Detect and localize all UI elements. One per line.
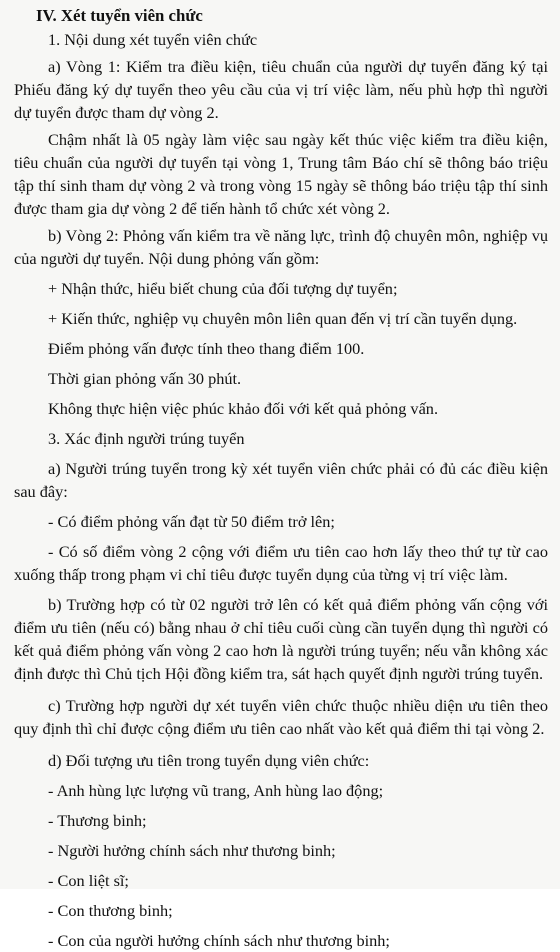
list-item-war-invalids: - Thương binh; (48, 811, 147, 830)
paragraph-no-review: Không thực hiện việc phúc khảo đối với kết quả phỏng vấn. (48, 399, 439, 418)
paragraph-conditions: a) Người trúng tuyển trong kỳ xét tuyển viên chức phải có đủ các điều kiện sau đây: (14, 459, 548, 501)
paragraph-score-scale: Điểm phỏng vấn được tính theo thang điểm 100. (48, 339, 365, 358)
paragraph-priority-groups: d) Đối tượng ưu tiên trong tuyển dụng viên chức: (48, 751, 370, 770)
list-item-min-score: - Có điểm phỏng vấn đạt từ 50 điểm trở lên; (48, 512, 335, 531)
paragraph-deadline: Chậm nhất là 05 ngày làm việc sau ngày kết thúc việc kiểm tra điều kiện, tiêu chuẩn của người dự tuyển tại vòng 1, Trung tâm Báo chí sẽ thông báo triệu tập thí sinh tham dự vòng 2 và trong vòng 15 ngày sẽ thông báo triệu tập thí sinh được tham gia dự vòng 2 để tiến hành tổ chức xét vòng 2. (14, 130, 548, 218)
paragraph-round-1: a) Vòng 1: Kiểm tra điều kiện, tiêu chuẩn của người dự tuyển đăng ký tại Phiếu đăng ký dự tuyển theo yêu cầu của vị trí việc làm, nếu phù hợp thì người dự tuyển được tham dự vòng 2. (14, 57, 548, 122)
list-item-invalid-policy: - Người hưởng chính sách như thương binh; (48, 841, 336, 860)
list-item-invalid-children: - Con thương binh; (48, 901, 173, 920)
list-item-martyr-children: - Con liệt sĩ; (48, 871, 129, 890)
paragraph-tie-break: b) Trường hợp có từ 02 người trở lên có kết quả điểm phỏng vấn cộng với điểm ưu tiên (nếu có) bằng nhau ở chỉ tiêu cuối cùng cần tuyển dụng thì người có kết quả điểm phỏng vấn vòng 2 cao hơn là người trúng tuyển; nếu vẫn không xác định được thì Chủ tịch Hội đồng kiểm tra, sát hạch quyết định người trúng tuyển. (14, 595, 548, 683)
list-item-policy-children: - Con của người hưởng chính sách như thương binh; (48, 931, 390, 950)
list-item-ranking: - Có số điểm vòng 2 cộng với điểm ưu tiên cao hơn lấy theo thứ tự từ cao xuống thấp trong phạm vi chỉ tiêu được tuyển dụng của từng vị trí việc làm. (14, 542, 548, 584)
list-item-heroes: - Anh hùng lực lượng vũ trang, Anh hùng lao động; (48, 781, 384, 800)
list-item-knowledge: + Kiến thức, nghiệp vụ chuyên môn liên quan đến vị trí cần tuyển dụng. (48, 309, 518, 328)
subsection-title-winners: 3. Xác định người trúng tuyển (48, 429, 245, 448)
paragraph-duration: Thời gian phỏng vấn 30 phút. (48, 369, 242, 388)
paragraph-multiple-priority: c) Trường hợp người dự xét tuyển viên chức thuộc nhiều diện ưu tiên theo quy định thì chỉ được cộng điểm ưu tiên cao nhất vào kết quả điểm thi tại vòng 2. (14, 696, 548, 738)
section-heading: IV. Xét tuyển viên chức (36, 6, 203, 25)
paragraph-round-2: b) Vòng 2: Phỏng vấn kiểm tra về năng lực, trình độ chuyên môn, nghiệp vụ của người dự tuyển. Nội dung phỏng vấn gồm: (14, 226, 548, 268)
list-item-awareness: + Nhận thức, hiểu biết chung của đối tượng dự tuyển; (48, 279, 398, 298)
subsection-title-content: 1. Nội dung xét tuyển viên chức (48, 30, 258, 49)
